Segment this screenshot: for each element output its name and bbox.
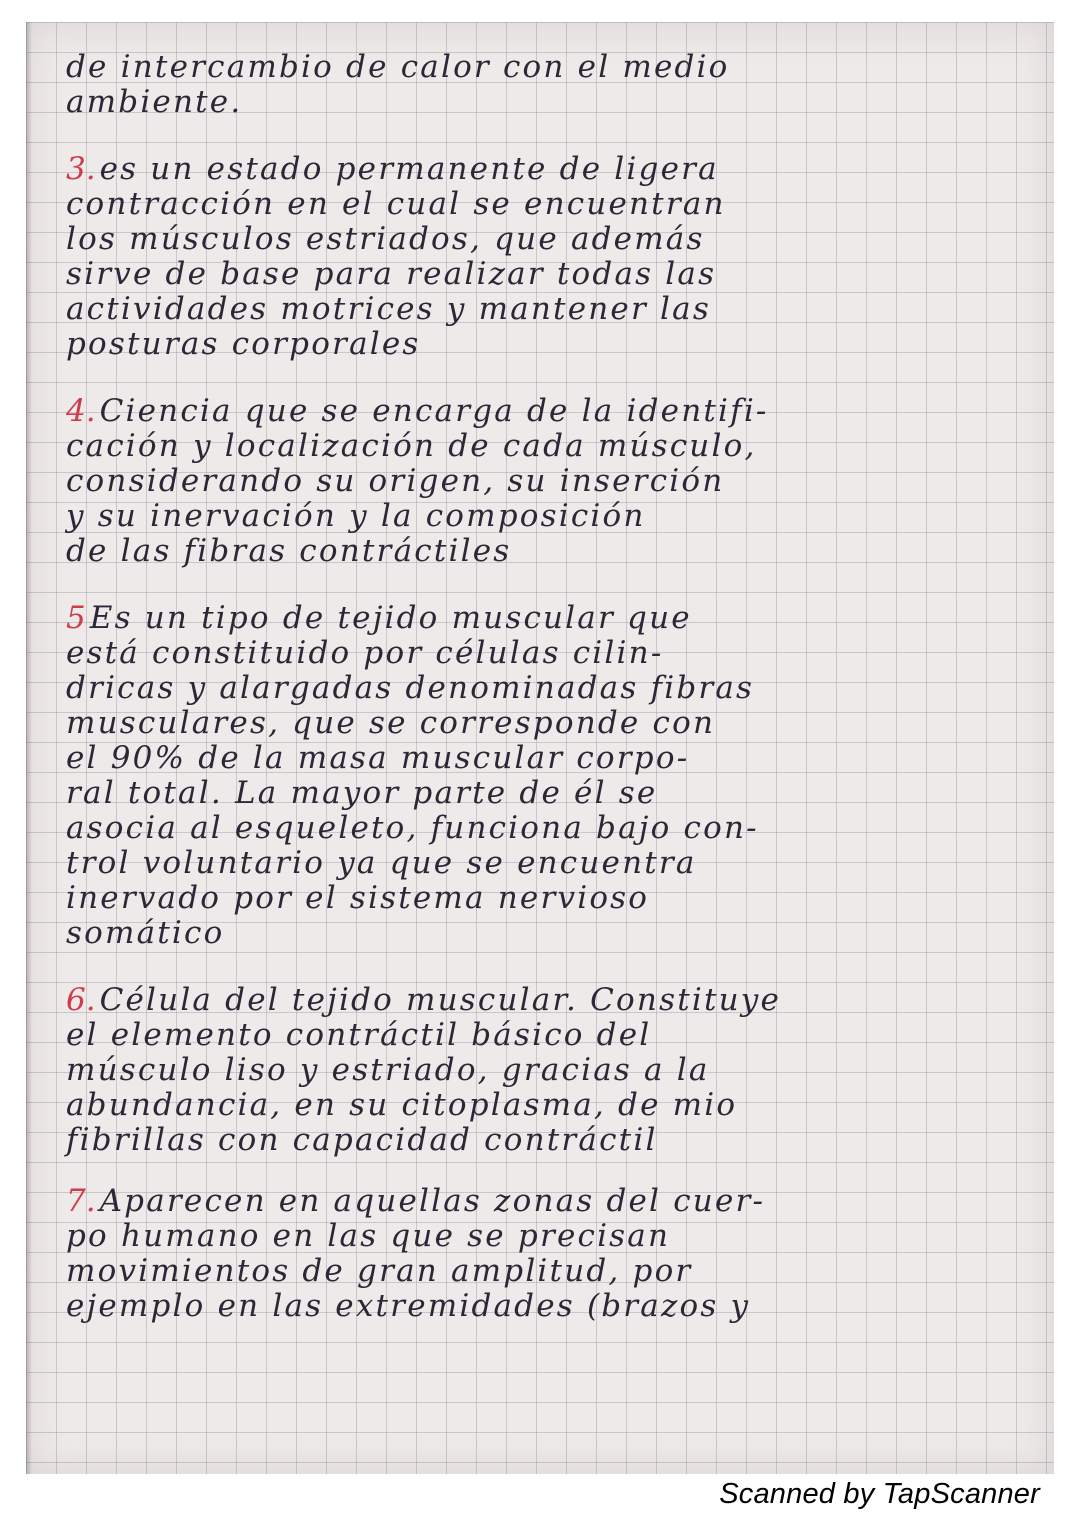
note-line <box>66 983 1016 1018</box>
answer-6 <box>66 983 1016 1158</box>
note-line: considerando su origen, su inserción <box>66 463 725 499</box>
note-line <box>66 152 1016 187</box>
note-text: es un estado permanente de ligera <box>99 151 719 187</box>
answer-number: 5 <box>66 600 86 636</box>
answer-number: 4. <box>66 393 96 429</box>
note-line: el elemento contráctil básico del <box>66 1017 652 1053</box>
answer-4 <box>66 394 1016 569</box>
note-line: asocia al esqueleto, funciona bajo con- <box>66 810 759 846</box>
note-line: de intercambio de calor con el medio <box>66 49 730 85</box>
answer-5 <box>66 601 1016 951</box>
note-line <box>66 394 1016 429</box>
answer-number: 3. <box>66 151 96 187</box>
note-line: inervado por el sistema nervioso <box>66 880 650 916</box>
note-text: Célula del tejido muscular. Constituye <box>99 982 782 1018</box>
note-line: los músculos estriados, que además <box>66 221 705 257</box>
note-line: cación y localización de cada músculo, <box>66 428 757 464</box>
handwritten-notes <box>66 50 1016 1324</box>
note-line: está constituido por células cilin- <box>66 635 664 671</box>
note-line: musculares, que se corresponde con <box>66 705 716 741</box>
note-line: ral total. La mayor parte de él se <box>66 775 658 811</box>
note-text: Aparecen en aquellas zonas del cuer- <box>99 1183 766 1219</box>
note-line: y su inervación y la composición <box>66 498 646 534</box>
note-line: ejemplo en las extremidades (brazos y <box>66 1288 751 1324</box>
note-line: de las fibras contráctiles <box>66 533 512 569</box>
note-line: movimientos de gran amplitud, por <box>66 1253 693 1289</box>
note-line <box>66 601 1016 636</box>
note-line: dricas y alargadas denominadas fibras <box>66 670 755 706</box>
answer-number: 7. <box>66 1183 96 1219</box>
note-line: fibrillas con capacidad contráctil <box>66 1122 658 1158</box>
note-line: abundancia, en su citoplasma, de mio <box>66 1087 738 1123</box>
note-line: contracción en el cual se encuentran <box>66 186 726 222</box>
answer-7 <box>66 1184 1016 1324</box>
note-line: actividades motrices y mantener las <box>66 291 711 327</box>
note-line: trol voluntario ya que se encuentra <box>66 845 697 881</box>
note-line: sirve de base para realizar todas las <box>66 256 717 292</box>
answer-number: 6. <box>66 982 96 1018</box>
note-line: ambiente. <box>66 84 243 120</box>
note-line: po humano en las que se precisan <box>66 1218 671 1254</box>
notebook-page <box>26 22 1054 1474</box>
note-line: somático <box>66 915 225 951</box>
note-line: músculo liso y estriado, gracias a la <box>66 1052 710 1088</box>
note-line: el 90% de la masa muscular corpo- <box>66 740 690 776</box>
answer-3 <box>66 152 1016 362</box>
scanner-watermark: Scanned by TapScanner <box>719 1478 1040 1510</box>
intro-paragraph <box>66 50 1016 120</box>
note-text: Ciencia que se encarga de la identifi- <box>99 393 769 429</box>
note-text: Es un tipo de tejido muscular que <box>89 600 692 636</box>
note-line: posturas corporales <box>66 326 421 362</box>
note-line <box>66 1184 1016 1219</box>
